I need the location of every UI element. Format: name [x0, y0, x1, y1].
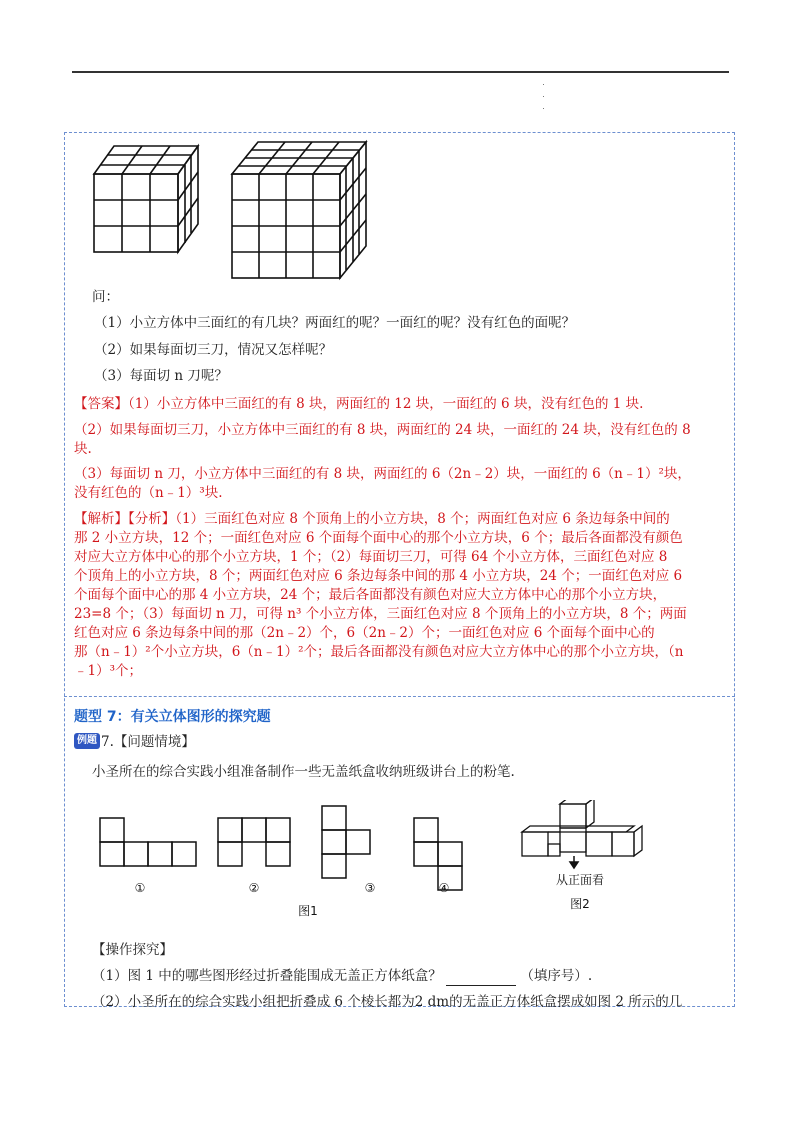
- analysis-line-5: 个面每个面中心的那 4 小立方块，24 个；最后各面都没有颜色对应大立方体中心的那个小立方块，: [74, 587, 667, 603]
- analysis-line-1: 【解析】【分析】（1）三面红色对应 8 个顶角上的小立方块，8 个；两面红色对应 6 条边每条中间的: [74, 511, 670, 527]
- question-1: （1）小立方体中三面红的有几块？两面红的呢？一面红的呢？没有红色的面呢？: [94, 315, 576, 331]
- net-label-1: ①: [134, 881, 146, 895]
- cube-figures: [90, 138, 380, 283]
- analysis-line-2: 那 2 小立方块，12 个；一面红色对应 6 个面每个面中心的那个小立方块，6 个；最后各面都没有颜色: [74, 530, 683, 546]
- header-rule: [72, 71, 729, 73]
- net-3: [322, 806, 370, 878]
- cube-4x4: [232, 142, 366, 278]
- answer-line-2a: （2）如果每面切三刀，小立方体中三面红的有 8 块，两面红的 24 块，一面红的 24 块，没有红色的 8: [74, 422, 691, 438]
- operation-question-1-suffix: （填序号）.: [520, 968, 593, 984]
- example-badge: 例题: [74, 733, 100, 749]
- operation-question-1-text: （1）图 1 中的哪些图形经过折叠能围成无盖正方体纸盒？: [92, 968, 442, 984]
- section-title: 题型 7：有关立体图形的探究题: [74, 709, 271, 725]
- net-4: [414, 818, 462, 890]
- nets-figure: [96, 800, 656, 925]
- cube-3x3: [94, 146, 198, 252]
- answer-line-1: 【答案】（1）小立方体中三面红的有 8 块，两面红的 12 块，一面红的 6 块，没有红色的 1 块.: [74, 396, 644, 412]
- net-label-2: ②: [248, 881, 260, 895]
- front-view-label: 从正面看: [555, 873, 605, 887]
- analysis-line-4: 个顶角上的小立方块，8 个；两面红色对应 6 条边每条中间的那 4 小立方块，24 个；一面红色对应 6: [74, 568, 683, 584]
- problem-intro: 小圣所在的综合实践小组准备制作一些无盖纸盒收纳班级讲台上的粉笔.: [92, 764, 515, 780]
- answer-line-3b: 没有红色的（n﹣1）³块.: [74, 485, 223, 501]
- net-1: [100, 818, 196, 866]
- operation-question-2: （2）小圣所在的综合实践小组把折叠成 6 个棱长都为2 dm的无盖正方体纸盒摆成如图 2 所示的几: [92, 994, 683, 1010]
- question-3: （3）每面切 n 刀呢？: [94, 368, 228, 384]
- analysis-line-9: ﹣1）³个；: [74, 663, 143, 679]
- frame-divider: [64, 696, 735, 697]
- answer-line-2b: 块.: [74, 441, 92, 457]
- net-2: [218, 818, 290, 866]
- question-ask: 问：: [92, 289, 119, 305]
- net-label-3: ③: [364, 881, 376, 895]
- answer-blank[interactable]: [446, 971, 516, 986]
- analysis-line-6: 23=8 个；（3）每面切 n 刀，可得 n³ 个小立方体，三面红色对应 8 个顶角上的小立方块，8 个；两面: [74, 606, 687, 622]
- decorative-dots: [541, 84, 547, 124]
- operation-question-1: [92, 966, 592, 986]
- analysis-line-8: 那（n﹣1）²个小立方块，6（n﹣1）²个；最后各面都没有颜色对应大立方体中心的那个小立方块，（n: [74, 644, 684, 660]
- question-2: （2）如果每面切三刀，情况又怎样呢？: [94, 342, 333, 358]
- analysis-line-3: 对应大立方体中心的那个小立方块，1 个；（2）每面切三刀，可得 64 个小立方体，三面红色对应 8: [74, 549, 668, 565]
- figure-2-caption: 图2: [570, 897, 590, 911]
- operation-heading: 【操作探究】: [92, 942, 173, 958]
- box-arrangement: [522, 800, 642, 856]
- answer-line-3a: （3）每面切 n 刀，小立方体中三面红的有 8 块，两面红的 6（2n﹣2）块，一面红的 6（n﹣1）²块，: [74, 466, 691, 482]
- figure-1-caption: 图1: [298, 904, 318, 918]
- analysis-line-7: 红色对应 6 条边每条中间的那（2n﹣2）个，6（2n﹣2）个；一面红色对应 6 个面每个面中心的: [74, 625, 655, 641]
- net-label-4: ④: [438, 881, 450, 895]
- problem-number: 7.【问题情境】: [101, 734, 195, 750]
